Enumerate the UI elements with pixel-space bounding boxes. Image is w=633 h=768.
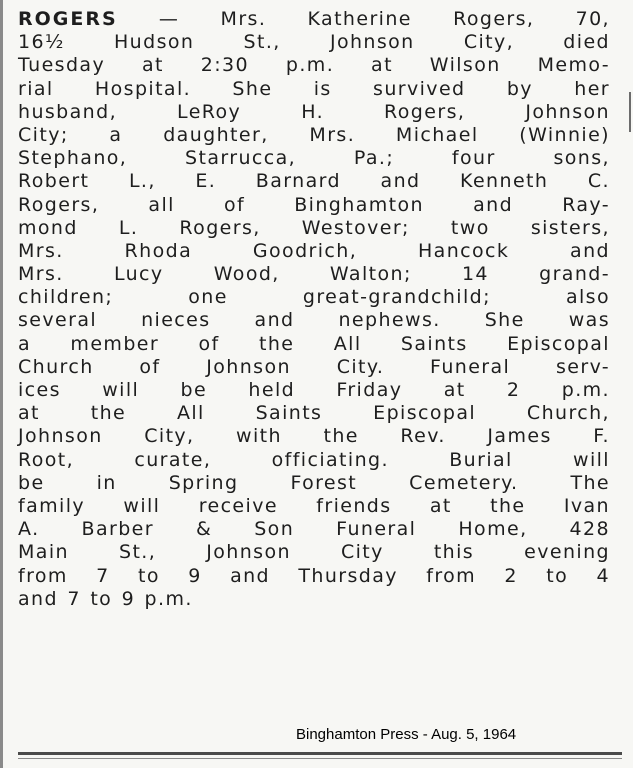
obituary-surname: ROGERS xyxy=(18,8,118,30)
obituary-line: City; a daughter, Mrs. Michael (Winnie) xyxy=(18,123,610,146)
left-column-rule xyxy=(0,0,3,768)
obituary-line: family will receive friends at the Ivan xyxy=(18,494,610,517)
obituary-line: ices will be held Friday at 2 p.m. xyxy=(18,379,610,401)
source-caption: Binghamton Press - Aug. 5, 1964 xyxy=(296,726,517,743)
obituary-dash: — xyxy=(158,8,180,30)
bottom-rule xyxy=(18,752,622,755)
obituary-line: from 7 to 9 and Thursday from 2 to 4 xyxy=(18,564,610,587)
obituary-line: A. Barber & Son Funeral Home, 428 xyxy=(18,518,610,541)
obituary-line: Tuesday at 2:30 p.m. at Wilson Memo- xyxy=(18,54,610,77)
obituary-line: be in Spring Forest Cemetery. The xyxy=(18,471,610,494)
obituary-line: several nieces and nephews. She was xyxy=(18,309,610,332)
obituary-line: ROGERS — Mrs. Katherine Rogers, 70, xyxy=(18,8,610,30)
obituary-line: Mrs. Rhoda Goodrich, Hancock and xyxy=(18,239,610,262)
obituary-line: at the All Saints Episcopal Church, xyxy=(18,402,610,425)
obituary-notice xyxy=(18,8,610,611)
obituary-line: 16½ Hudson St., Johnson City, died xyxy=(18,31,610,54)
obituary-line: Rogers, all of Binghamton and Ray- xyxy=(18,193,610,216)
obituary-line: Church of Johnson City. Funeral serv- xyxy=(18,355,610,378)
obituary-line: and 7 to 9 p.m. xyxy=(18,587,193,610)
obituary-line: Mrs. Lucy Wood, Walton; 14 grand- xyxy=(18,263,610,286)
obituary-line: mond L. Rogers, Westover; two sisters, xyxy=(18,216,610,239)
obituary-line: children; one great-grandchild; also xyxy=(18,286,610,309)
obituary-line: Root, curate, officiating. Burial will xyxy=(18,448,610,471)
obituary-line: a member of the All Saints Episcopal xyxy=(18,332,610,355)
obituary-line: Robert L., E. Barnard and Kenneth C. xyxy=(18,170,610,193)
obituary-line: Johnson City, with the Rev. James F. xyxy=(18,425,610,448)
obituary-line: Main St., Johnson City this evening xyxy=(18,541,610,564)
right-column-rule xyxy=(629,92,631,132)
obituary-line: husband, LeRoy H. Rogers, Johnson xyxy=(18,100,610,123)
obituary-line: rial Hospital. She is survived by her xyxy=(18,77,610,100)
bottom-rule-thin xyxy=(18,758,622,759)
obituary-line: Stephano, Starrucca, Pa.; four sons, xyxy=(18,147,610,170)
